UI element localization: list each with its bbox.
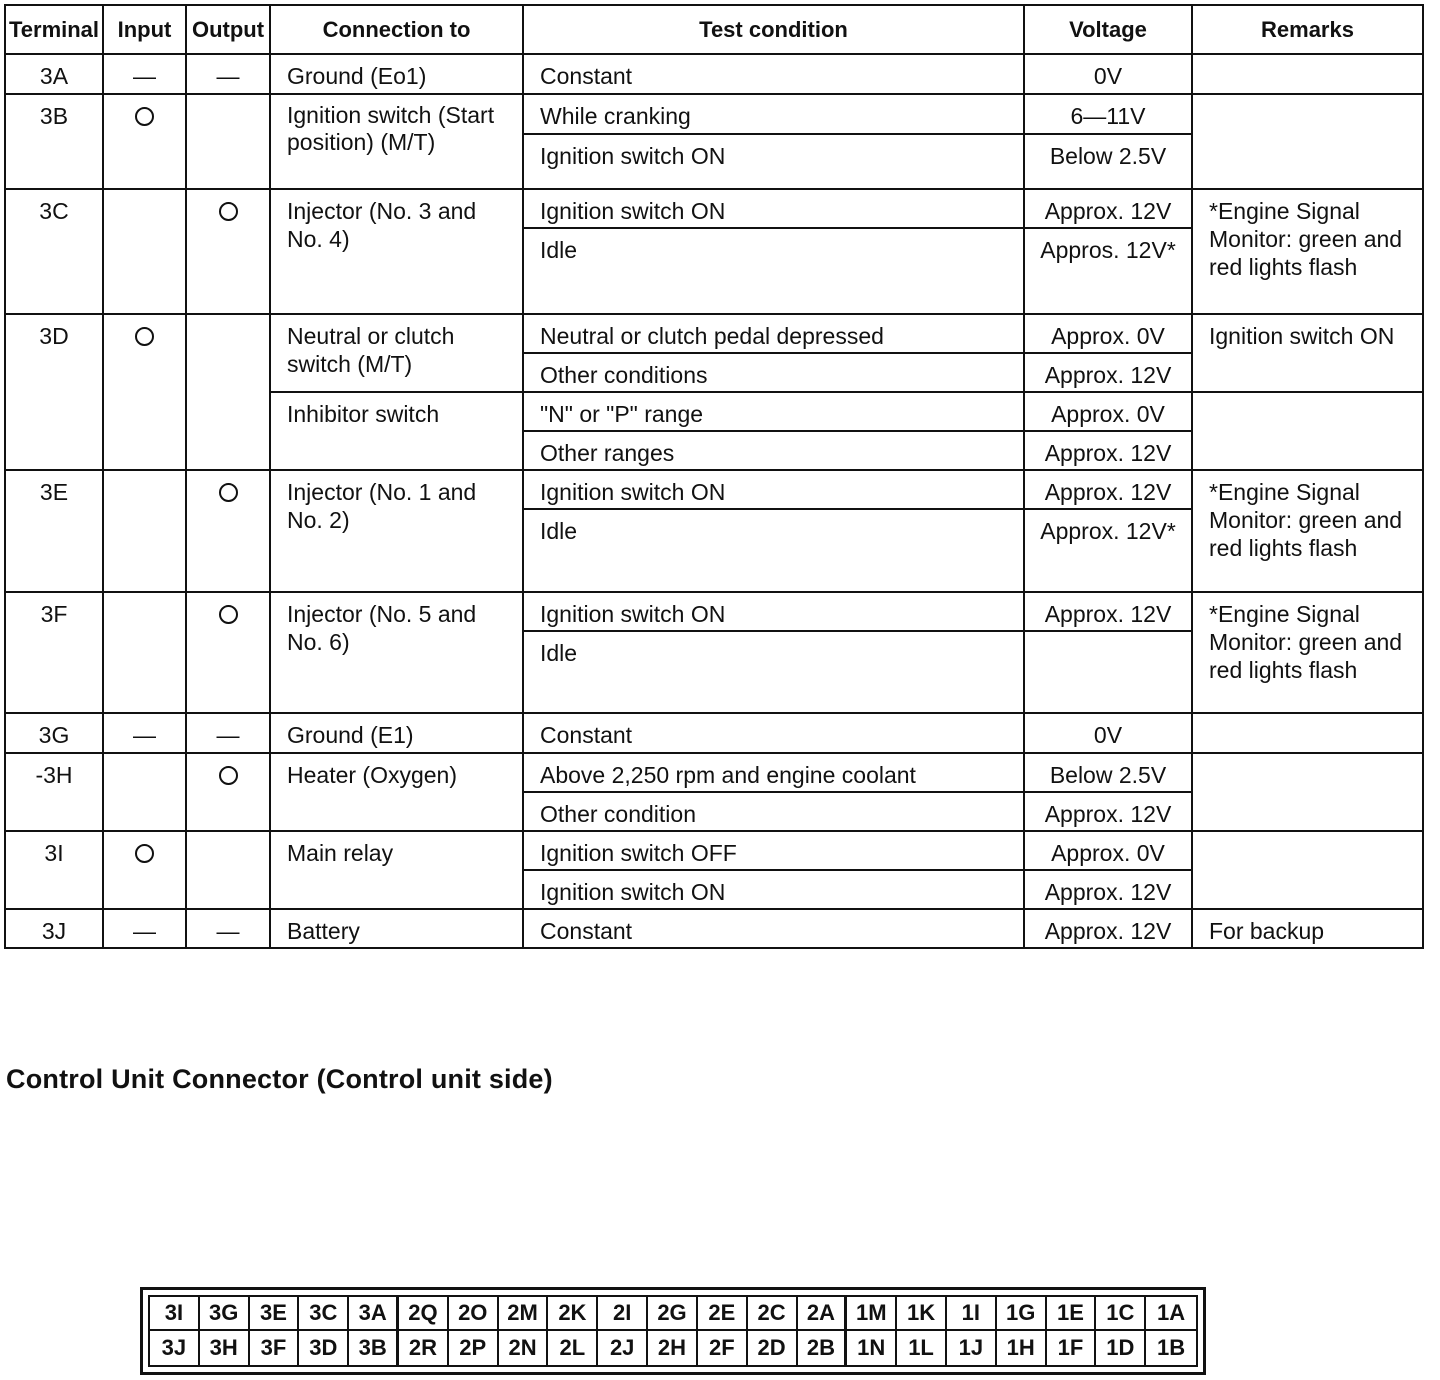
output-cell: — [186, 54, 270, 94]
test-condition-cell: Ignition switch ON [523, 470, 1024, 509]
connector-pin: 3G [200, 1297, 250, 1331]
test-condition-cell: Idle [523, 631, 1024, 713]
test-condition-cell: "N" or "P" range [523, 392, 1024, 431]
connector-pin: 2O [449, 1297, 499, 1331]
input-marker-icon [135, 844, 154, 863]
test-condition-cell: Ignition switch ON [523, 134, 1024, 189]
voltage-cell: 6—11V [1024, 94, 1192, 134]
connection-cell: Ground (Eo1) [270, 54, 523, 94]
test-condition-cell: Neutral or clutch pedal depressed [523, 314, 1024, 353]
connector-pin: 2F [698, 1331, 748, 1365]
terminal-cell: 3D [5, 314, 103, 470]
connector-pin: 2P [449, 1331, 499, 1365]
voltage-cell: Approx. 0V [1024, 831, 1192, 870]
connection-cell: Ignition switch (Start position) (M/T) [270, 94, 523, 189]
connector-pin: 1D [1096, 1331, 1146, 1365]
header-input: Input [103, 5, 186, 54]
connector-pin: 1A [1146, 1297, 1196, 1331]
input-cell: — [103, 909, 186, 948]
output-cell [186, 94, 270, 189]
input-cell [103, 592, 186, 713]
connector-pin: 3A [349, 1297, 399, 1331]
test-condition-cell: Above 2,250 rpm and engine coolant [523, 753, 1024, 792]
output-marker-icon [219, 483, 238, 502]
connector-pin: 3H [200, 1331, 250, 1365]
connector-pin: 1H [997, 1331, 1047, 1365]
voltage-cell: Below 2.5V [1024, 753, 1192, 792]
output-marker-icon [219, 605, 238, 624]
voltage-cell: Approx. 12V [1024, 189, 1192, 228]
input-cell [103, 189, 186, 314]
remarks-cell: For backup [1192, 909, 1423, 948]
header-connection: Connection to [270, 5, 523, 54]
connector-pin-grid [148, 1295, 1198, 1367]
voltage-cell: 0V [1024, 54, 1192, 94]
connector-pin: 2N [499, 1331, 549, 1365]
table-header-row [5, 5, 1423, 54]
connector-pin: 2D [748, 1331, 798, 1365]
voltage-cell: Approx. 12V [1024, 470, 1192, 509]
header-terminal: Terminal [5, 5, 103, 54]
connector-pin: 1B [1157, 1335, 1186, 1360]
input-cell [103, 831, 186, 909]
input-cell [103, 470, 186, 592]
connection-cell: Injector (No. 1 and No. 2) [270, 470, 523, 592]
input-cell: — [103, 54, 186, 94]
remarks-cell [1192, 94, 1423, 189]
voltage-cell: Approx. 0V [1024, 314, 1192, 353]
connection-cell: Heater (Oxygen) [270, 753, 523, 831]
connector-pin: 2G [648, 1297, 698, 1331]
output-marker-icon [219, 202, 238, 221]
terminal-cell: 3A [5, 54, 103, 94]
terminal-cell: 3B [5, 94, 103, 189]
connector-pin: 1E [1047, 1297, 1097, 1331]
terminal-cell: 3C [5, 189, 103, 314]
output-cell [186, 592, 270, 713]
input-cell [103, 753, 186, 831]
connector-pin: 2K [548, 1297, 598, 1331]
table-row [5, 94, 1423, 134]
table-row [5, 54, 1423, 94]
test-condition-cell: Constant [523, 54, 1024, 94]
connector-pin: 3I [150, 1297, 200, 1331]
remarks-cell [1192, 713, 1423, 753]
test-condition-cell: While cranking [523, 94, 1024, 134]
input-marker-icon [135, 327, 154, 346]
connector-pin: 3D [299, 1331, 349, 1365]
test-condition-cell: Other conditions [523, 353, 1024, 392]
remarks-cell: Ignition switch ON [1192, 314, 1423, 392]
voltage-cell: Approx. 12V [1024, 870, 1192, 909]
voltage-cell: Approx. 0V [1024, 392, 1192, 431]
remarks-cell [1192, 831, 1423, 909]
connector-pin: 2B [798, 1331, 848, 1365]
connector-pin: 1N [847, 1331, 897, 1365]
header-voltage: Voltage [1024, 5, 1192, 54]
voltage-cell: Appros. 12V* [1024, 228, 1192, 314]
connection-cell: Inhibitor switch [270, 392, 523, 470]
output-cell [186, 189, 270, 314]
connector-pin: 2R [399, 1331, 449, 1365]
table-row [5, 753, 1423, 792]
table-row [5, 831, 1423, 870]
input-cell: — [103, 713, 186, 753]
test-condition-cell: Idle [523, 509, 1024, 592]
output-cell: — [186, 713, 270, 753]
remarks-cell [1192, 753, 1423, 831]
remarks-cell: *Engine Signal Monitor: green and red lights flash [1192, 470, 1423, 592]
connection-cell: Injector (No. 5 and No. 6) [270, 592, 523, 713]
connector-pin: 3F [250, 1331, 300, 1365]
connector-pin: 2A [798, 1297, 848, 1331]
test-condition-cell: Other ranges [523, 431, 1024, 470]
test-condition-cell: Ignition switch ON [523, 870, 1024, 909]
test-condition-cell: Other condition [523, 792, 1024, 831]
terminal-cell: 3J [5, 909, 103, 948]
test-condition-cell: Ignition switch OFF [523, 831, 1024, 870]
table-row [5, 713, 1423, 753]
connection-cell: Neutral or clutch switch (M/T) [270, 314, 523, 392]
connection-cell: Ground (E1) [270, 713, 523, 753]
connector-pin: 1K [897, 1297, 947, 1331]
connector-pin: 1M [847, 1297, 897, 1331]
connector-pin: 1F [1047, 1331, 1097, 1365]
connector-pin: 2J [598, 1331, 648, 1365]
input-marker-icon [135, 107, 154, 126]
test-condition-cell: Idle [523, 228, 1024, 314]
connector-pin: 1G [997, 1297, 1047, 1331]
connector-pin: 2L [548, 1331, 598, 1365]
voltage-cell: Approx. 12V [1024, 431, 1192, 470]
header-remarks: Remarks [1192, 5, 1423, 54]
voltage-cell [1024, 631, 1192, 713]
connector-pin: 1I [947, 1297, 997, 1331]
voltage-cell: 0V [1024, 713, 1192, 753]
remarks-cell [1192, 392, 1423, 470]
header-test-condition: Test condition [523, 5, 1024, 54]
output-cell [186, 831, 270, 909]
voltage-cell: Below 2.5V [1024, 134, 1192, 189]
terminal-cell: 3F [5, 592, 103, 713]
table-row [5, 314, 1423, 353]
output-cell [186, 314, 270, 470]
remarks-cell: *Engine Signal Monitor: green and red lights flash [1192, 592, 1423, 713]
voltage-cell: Approx. 12V [1024, 592, 1192, 631]
connector-pin: 1C [1096, 1297, 1146, 1331]
connector-diagram [140, 1287, 1206, 1375]
output-cell [186, 470, 270, 592]
table-row [5, 189, 1423, 228]
connector-pin: 1L [897, 1331, 947, 1365]
remarks-cell: *Engine Signal Monitor: green and red lights flash [1192, 189, 1423, 314]
connector-pin: 2I [598, 1297, 648, 1331]
test-condition-cell: Ignition switch ON [523, 189, 1024, 228]
output-marker-icon [219, 766, 238, 785]
terminal-cell: 3I [5, 831, 103, 909]
connector-pin: 2M [499, 1297, 549, 1331]
table-row [5, 909, 1423, 948]
connector-pin: 2H [648, 1331, 698, 1365]
remarks-cell [1192, 54, 1423, 94]
terminal-cell: 3E [5, 470, 103, 592]
connection-cell: Battery [270, 909, 523, 948]
connector-pin: 3J [150, 1331, 200, 1365]
connection-cell: Main relay [270, 831, 523, 909]
table-row [5, 592, 1423, 631]
terminal-cell: -3H [5, 753, 103, 831]
table-row [5, 470, 1423, 509]
connector-pin: 3E [250, 1297, 300, 1331]
connector-pin: 2E [698, 1297, 748, 1331]
voltage-cell: Approx. 12V [1024, 353, 1192, 392]
test-condition-cell: Constant [523, 713, 1024, 753]
terminal-voltage-table [4, 4, 1424, 949]
terminal-cell: 3G [5, 713, 103, 753]
connection-cell: Injector (No. 3 and No. 4) [270, 189, 523, 314]
connector-pin: 1J [947, 1331, 997, 1365]
input-cell [103, 314, 186, 470]
header-output: Output [186, 5, 270, 54]
connector-pin: 2Q [399, 1297, 449, 1331]
test-condition-cell: Constant [523, 909, 1024, 948]
output-cell [186, 753, 270, 831]
test-condition-cell: Ignition switch ON [523, 592, 1024, 631]
output-cell: — [186, 909, 270, 948]
voltage-cell: Approx. 12V [1024, 909, 1192, 948]
voltage-cell: Approx. 12V* [1024, 509, 1192, 592]
connector-heading: Control Unit Connector (Control unit side) [6, 1064, 553, 1094]
voltage-cell: Approx. 12V [1024, 792, 1192, 831]
input-cell [103, 94, 186, 189]
connector-pin: 2C [748, 1297, 798, 1331]
connector-pin: 3B [349, 1331, 399, 1365]
connector-pin: 3C [299, 1297, 349, 1331]
